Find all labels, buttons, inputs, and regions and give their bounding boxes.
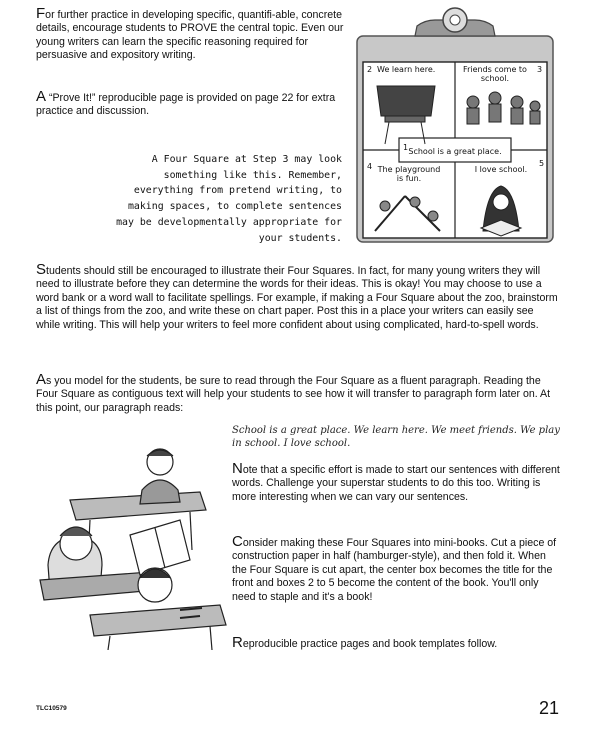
box4-number: 4 <box>367 162 373 171</box>
paragraph-text: onsider making these Four Squares into mini-books. Cut a piece of construction paper in half (hamburger-style), and then fold it. When the Four Square is cut apart, the center box becomes the title for the front and boxes 2 to 5 become the content of the book. You'll only need to staple and it's a book! <box>232 537 557 603</box>
box2-text: We learn here. <box>377 65 436 74</box>
paragraph-text: ote that a specific effort is made to start our sentences with different words. Challenge your superstar students to do this too. Writing is more interesting when we can vary our sentences. <box>232 464 560 503</box>
bottom-desk <box>90 605 226 636</box>
center-text: School is a great place. <box>408 147 502 156</box>
box3-text: Friends come to school. <box>463 65 527 83</box>
box4-text: The playground is fun. <box>377 165 441 183</box>
variety-paragraph <box>232 460 562 504</box>
clipboard-four-square <box>355 6 555 244</box>
box3-text-line: Friends come to <box>463 65 527 74</box>
classroom-illustration <box>30 440 230 650</box>
page-number: 21 <box>539 698 560 718</box>
top-desk <box>70 492 206 520</box>
paragraph-text: or further practice in developing specific, quantifi-able, concrete details, encourage students to PROVE the central topic. Even our young writers can learn the specific reasoning required for persuasive and expository writing. <box>36 9 344 62</box>
box3-number: 3 <box>537 65 543 74</box>
drop-initial: C <box>232 533 243 550</box>
prove-it-paragraph <box>36 88 346 119</box>
drop-initial: S <box>36 261 47 278</box>
model-paragraph <box>36 371 558 415</box>
box2-number: 2 <box>367 65 373 74</box>
intro-paragraph <box>36 5 346 63</box>
drop-initial: N <box>232 460 243 477</box>
drop-initial: A <box>36 88 47 105</box>
illustrate-paragraph <box>36 261 558 332</box>
paragraph-text: s you model for the students, be sure to read through the Four Square as a fluent paragraph. Reading the Four Square as contiguous text will help your students to see how it will transfer to paragraph form later on. At this point, our paragraph reads: <box>36 375 551 414</box>
drop-initial: F <box>36 5 46 22</box>
handwritten-paragraph: School is a great place. We learn here. We meet friends. We play in school. I love school. <box>232 425 560 449</box>
publication-code: TLC10579 <box>36 705 67 712</box>
center-number: 1 <box>403 143 409 152</box>
reproducible-paragraph <box>232 634 562 651</box>
box5-text: I love school. <box>474 165 528 174</box>
paragraph-text: eproducible practice pages and book templates follow. <box>242 638 498 650</box>
paragraph-text: “Prove It!” reproducible page is provided on page 22 for extra practice and discussion. <box>36 92 336 118</box>
paragraph-text: tudents should still be encouraged to illustrate their Four Squares. In fact, for many young writers they will need to illustrate before they can determine the words for their ideas. This is okay! You may choose to use a word bank or a word wall to facilitate spellings. For example, if making a Four Square about the zoo, brainstorm a list of things from the zoo, and write these on chart paper. Post this in a place your writers can easily see while writing. This will help your writers to feel more confident about using complicated, hard-to-spell words. <box>36 265 558 331</box>
drop-initial: A <box>36 371 47 388</box>
drop-initial: R <box>232 634 243 651</box>
step3-note: A Four Square at Step 3 may look something like this. Remember, everything from pretend writing, to making spaces, to complete sentences may be developmentally appropriate for your students. <box>116 154 342 244</box>
mini-book-paragraph <box>232 533 562 604</box>
box5-number: 5 <box>539 159 545 168</box>
